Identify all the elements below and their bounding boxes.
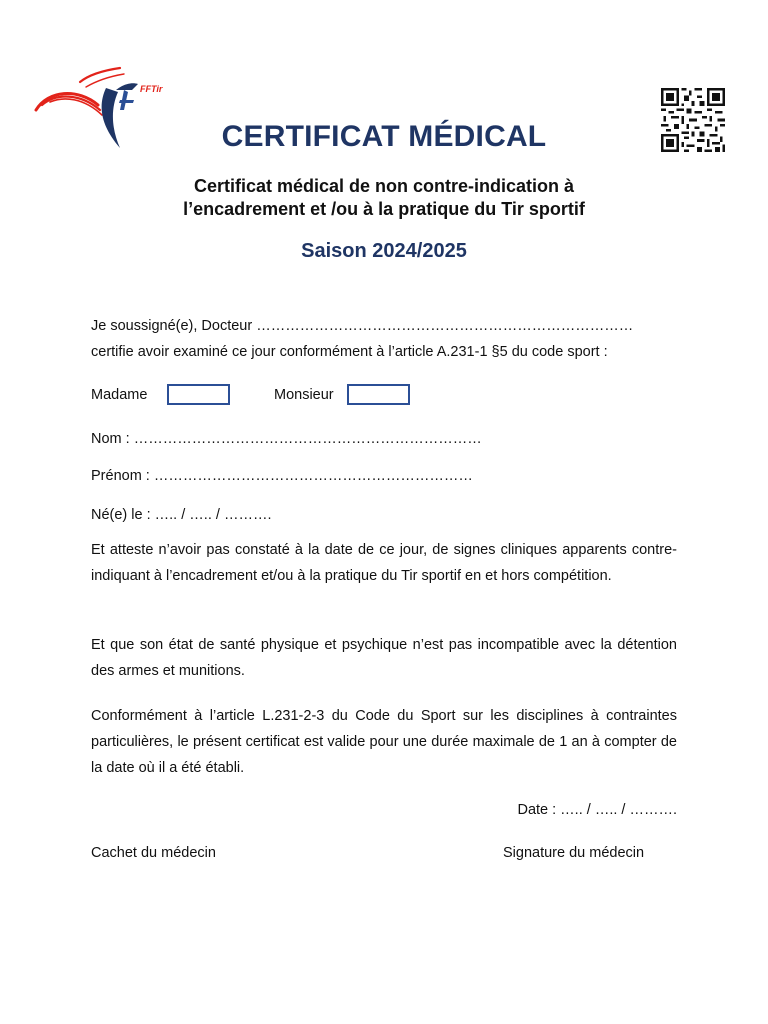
attestation-paragraph: Et atteste n’avoir pas constaté à la date de ce jour, de signes cliniques apparents contre-indiquant à l’encadrement et/ou à la pratique du Tir sportif en et hors compétition.: [91, 542, 677, 584]
health-paragraph: Et que son état de santé physique et psychique n’est pas incompatible avec la détention des armes et munitions.: [91, 637, 677, 679]
madame-label: Madame: [91, 387, 148, 403]
nom-field[interactable]: Nom : ………………………………………………………………: [91, 431, 482, 447]
page-title: CERTIFICAT MÉDICAL: [221, 120, 547, 153]
monsieur-label: Monsieur: [274, 387, 334, 403]
prenom-field[interactable]: Prénom : …………………………………………………………: [91, 468, 473, 484]
certify-statement: certifie avoir examiné ce jour conformément à l’article A.231-1 §5 du code sport :: [91, 344, 608, 360]
season-label: Saison 2024/2025: [301, 240, 467, 262]
date-field[interactable]: Date : ….. / ….. / ……….: [517, 802, 677, 818]
certificate-subtitle: [0, 175, 768, 221]
logo-text: FFTir: [140, 84, 163, 94]
subtitle-line-2: l’encadrement et /ou à la pratique du Tir sportif: [183, 199, 585, 219]
subtitle-line-1: Certificat médical de non contre-indication à: [193, 176, 575, 196]
madame-checkbox[interactable]: [167, 384, 230, 405]
birth-date-field[interactable]: Né(e) le : ….. / ….. / ……….: [91, 507, 272, 523]
stamp-label: Cachet du médecin: [91, 845, 216, 861]
validity-paragraph: Conformément à l’article L.231-2-3 du Code du Sport sur les disciplines à contraintes particulières, le présent certificat est valide pour une durée maximale de 1 an à compter de la date où il a été établi.: [91, 708, 677, 776]
monsieur-checkbox[interactable]: [347, 384, 410, 405]
doctor-name-line[interactable]: Je soussigné(e), Docteur ……………………………………………………………………: [91, 318, 634, 334]
signature-label: Signature du médecin: [503, 845, 645, 861]
